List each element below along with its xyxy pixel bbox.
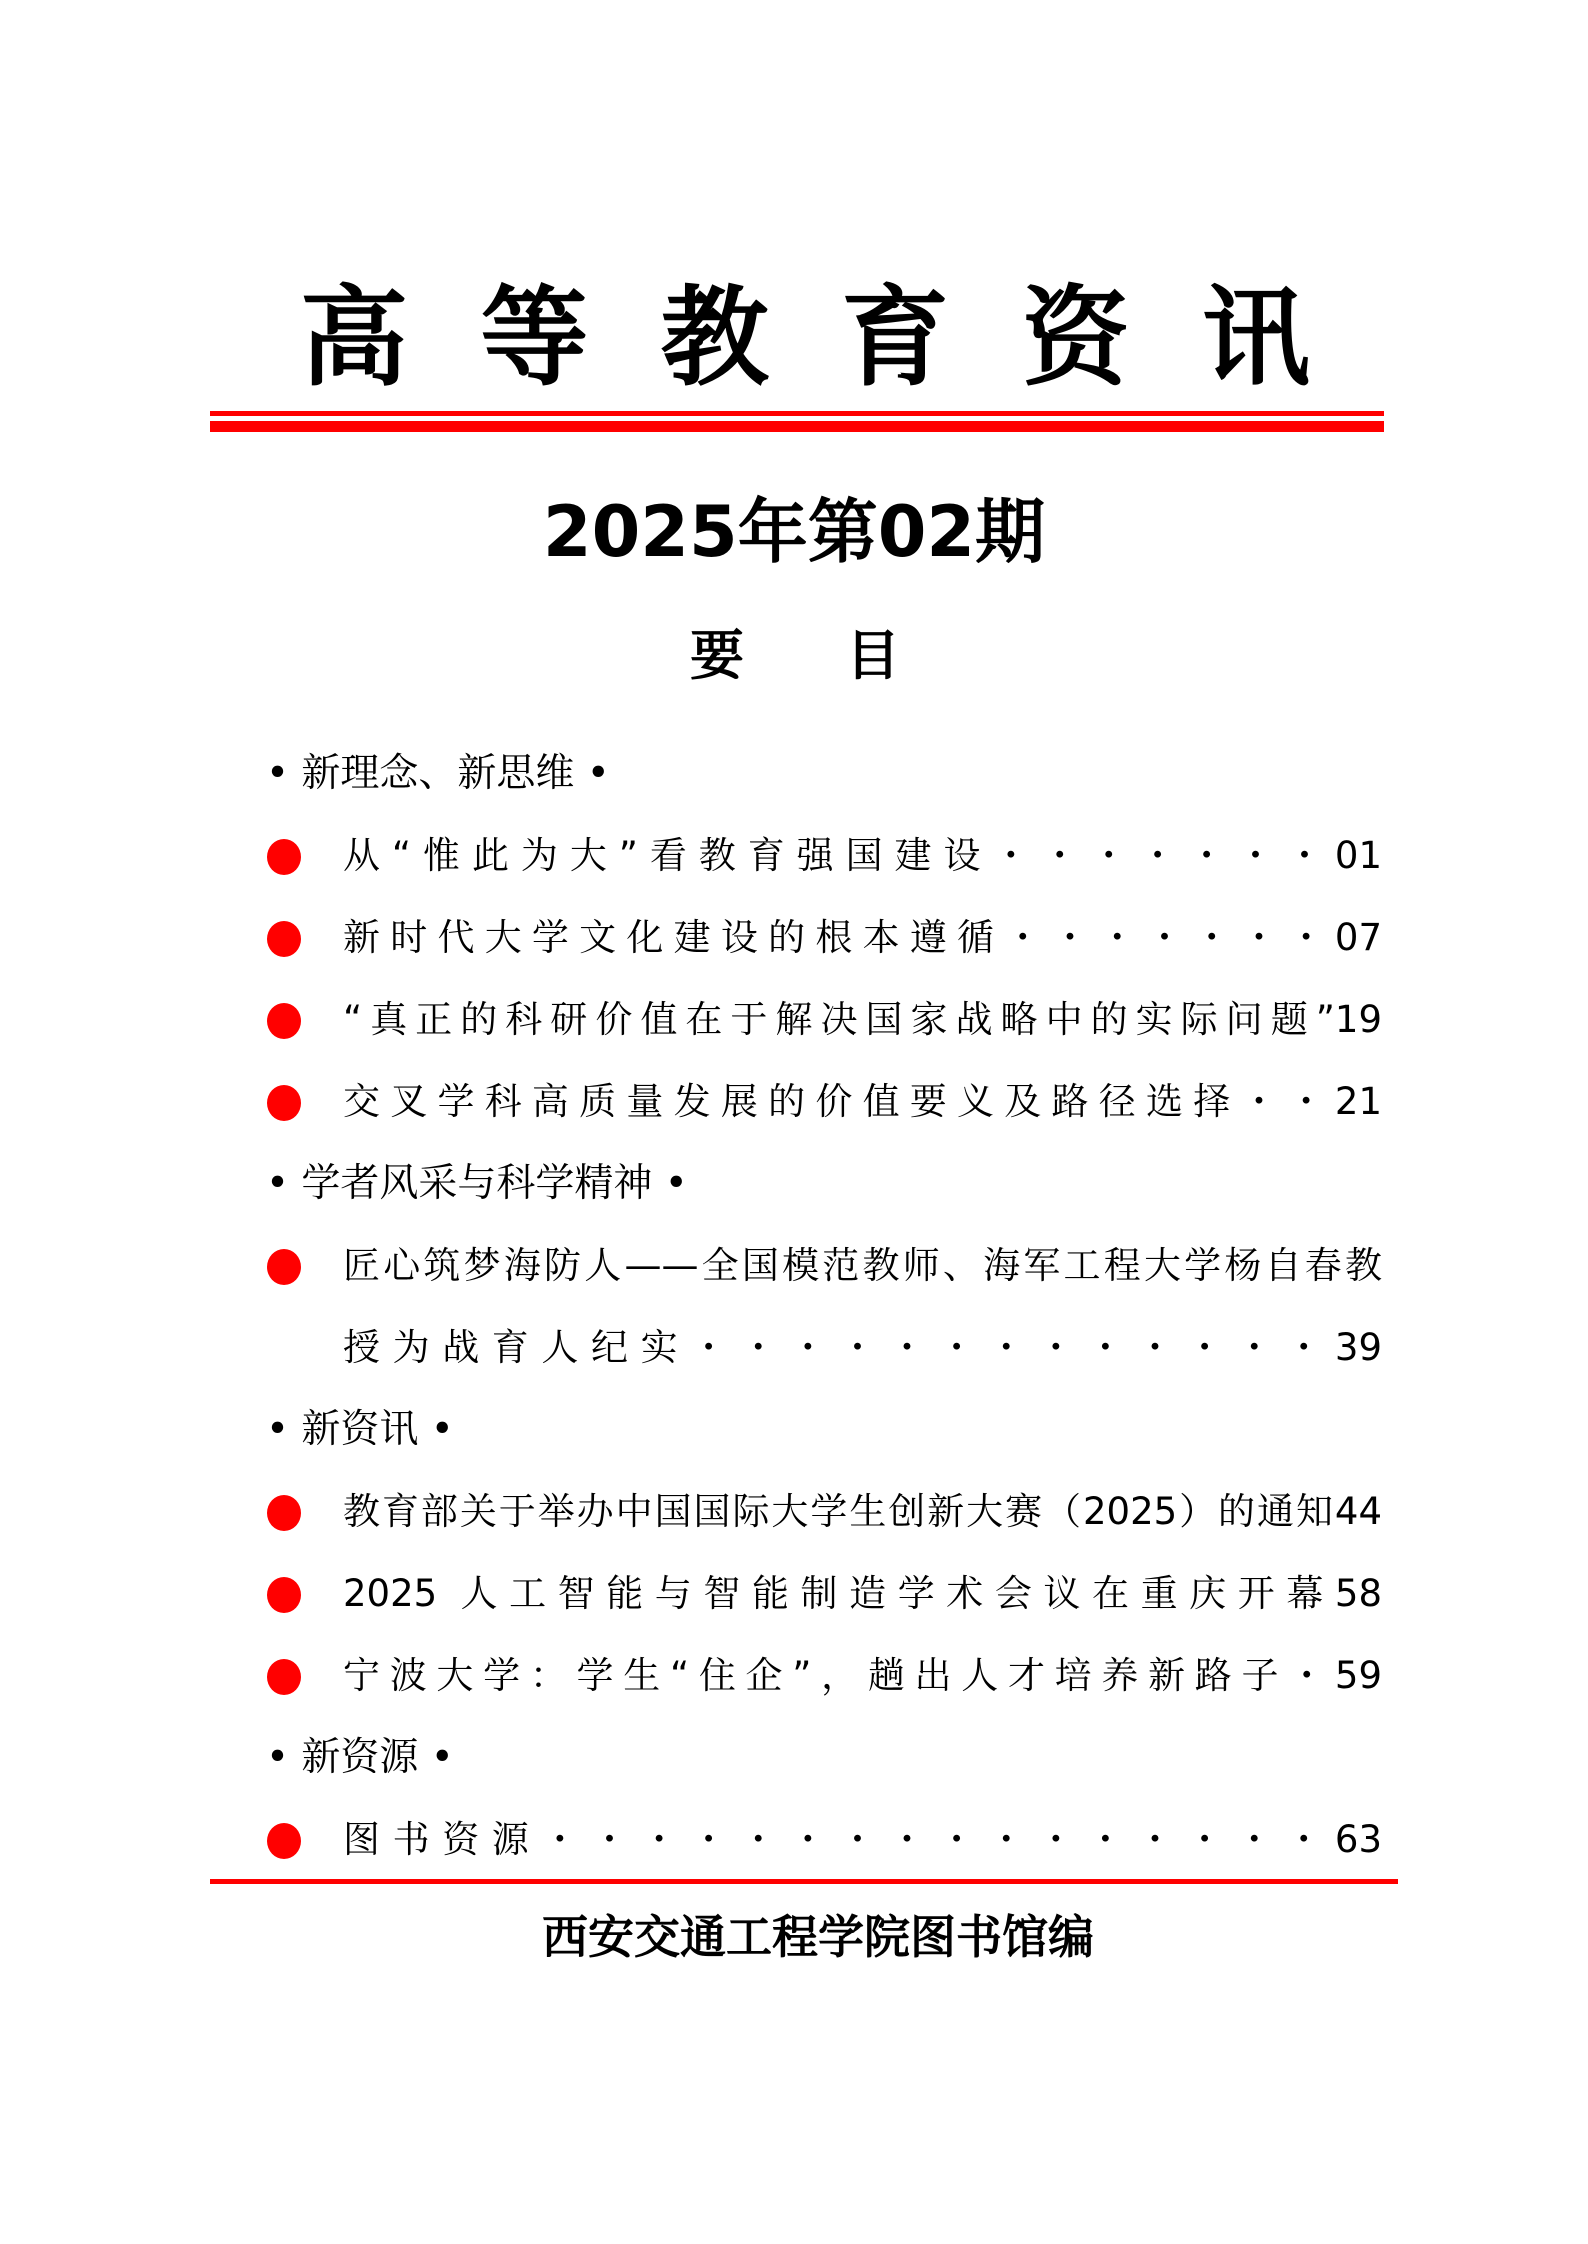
red-bullet-icon <box>267 1249 301 1285</box>
toc-item-page: 07 <box>1334 916 1382 959</box>
masthead-char: 资 <box>1021 275 1130 401</box>
toc-item[interactable] <box>262 1553 1382 1635</box>
toc-item-line <box>343 1635 1382 1717</box>
issue-number: 2025年第02期 <box>542 491 1046 573</box>
red-bullet-icon <box>267 1823 301 1859</box>
toc-item[interactable] <box>262 1061 1382 1143</box>
toc-item[interactable] <box>262 1307 1382 1389</box>
toc-item-line <box>343 979 1382 1061</box>
toc-item-line <box>343 1799 1382 1881</box>
toc-heading-char: 目 <box>846 623 900 687</box>
masthead-rule-thick <box>210 421 1384 432</box>
toc-item-line <box>343 1471 1382 1553</box>
toc-item-line <box>343 1225 1382 1307</box>
toc-item-title: 宁波大学：学生“住企”，趟出人才培养新路子・ <box>343 1654 1335 1697</box>
toc-item-line <box>343 815 1382 897</box>
toc-item-line <box>343 1553 1382 1635</box>
toc-item[interactable] <box>262 1225 1382 1307</box>
toc-section-header: • 新理念、新思维 • <box>266 751 610 796</box>
toc-item-page: 58 <box>1334 1572 1382 1615</box>
red-bullet-icon <box>267 1659 301 1695</box>
masthead-char: 讯 <box>1201 275 1310 401</box>
masthead-char: 教 <box>660 275 769 401</box>
masthead-title <box>300 275 1310 401</box>
toc-item-title: 从“惟此为大”看教育强国建设・・・・・・・ <box>343 834 1335 877</box>
table-of-contents <box>262 733 1382 1881</box>
toc-item-line <box>343 1307 1382 1389</box>
red-bullet-icon <box>267 1577 301 1613</box>
toc-item-title: “真正的科研价值在于解决国家战略中的实际问题” <box>343 998 1335 1041</box>
toc-section-header: • 新资讯 • <box>266 1407 454 1452</box>
red-bullet-icon <box>267 1085 301 1121</box>
toc-item[interactable] <box>262 979 1382 1061</box>
masthead-rule-thin <box>210 411 1384 416</box>
toc-item-title: 2025 人工智能与智能制造学术会议在重庆开幕 <box>343 1572 1335 1615</box>
red-bullet-icon <box>267 921 301 957</box>
toc-item-title: 新时代大学文化建设的根本遵循・・・・・・・ <box>343 916 1335 959</box>
publisher-footer: 西安交通工程学院图书馆编 <box>542 1910 1094 1964</box>
toc-item[interactable] <box>262 1471 1382 1553</box>
toc-item-title: 交叉学科高质量发展的价值要义及路径选择・・ <box>343 1080 1335 1123</box>
toc-heading-char: 要 <box>690 623 744 687</box>
toc-item-page: 39 <box>1334 1326 1382 1369</box>
toc-item-line <box>343 1061 1382 1143</box>
toc-item[interactable] <box>262 815 1382 897</box>
toc-item-line <box>343 897 1382 979</box>
toc-item-title: 匠心筑梦海防人——全国模范教师、海军工程大学杨自春教 <box>343 1244 1382 1287</box>
red-bullet-icon <box>267 839 301 875</box>
red-bullet-icon <box>267 1495 301 1531</box>
toc-heading <box>690 622 900 688</box>
toc-item-title: 授为战育人纪实・・・・・・・・・・・・・ <box>343 1326 1335 1369</box>
toc-section-header: • 新资源 • <box>266 1735 454 1780</box>
toc-item-page: 21 <box>1334 1080 1382 1123</box>
footer-rule <box>210 1879 1398 1884</box>
masthead-char: 等 <box>480 275 589 401</box>
toc-item-page: 63 <box>1334 1818 1382 1861</box>
toc-item[interactable] <box>262 897 1382 979</box>
toc-item-page: 59 <box>1334 1654 1382 1697</box>
masthead-char: 育 <box>841 275 950 401</box>
red-bullet-icon <box>267 1003 301 1039</box>
toc-item-page: 19 <box>1334 998 1382 1041</box>
toc-item[interactable] <box>262 1635 1382 1717</box>
toc-section-header: • 学者风采与科学精神 • <box>266 1161 688 1206</box>
toc-item-title: 图书资源・・・・・・・・・・・・・・・・ <box>343 1818 1335 1861</box>
toc-item-title: 教育部关于举办中国国际大学生创新大赛（2025）的通知 <box>343 1490 1335 1533</box>
toc-item-page: 01 <box>1334 834 1382 877</box>
toc-item[interactable] <box>262 1799 1382 1881</box>
masthead-char: 高 <box>300 275 409 401</box>
toc-item-page: 44 <box>1334 1490 1382 1533</box>
